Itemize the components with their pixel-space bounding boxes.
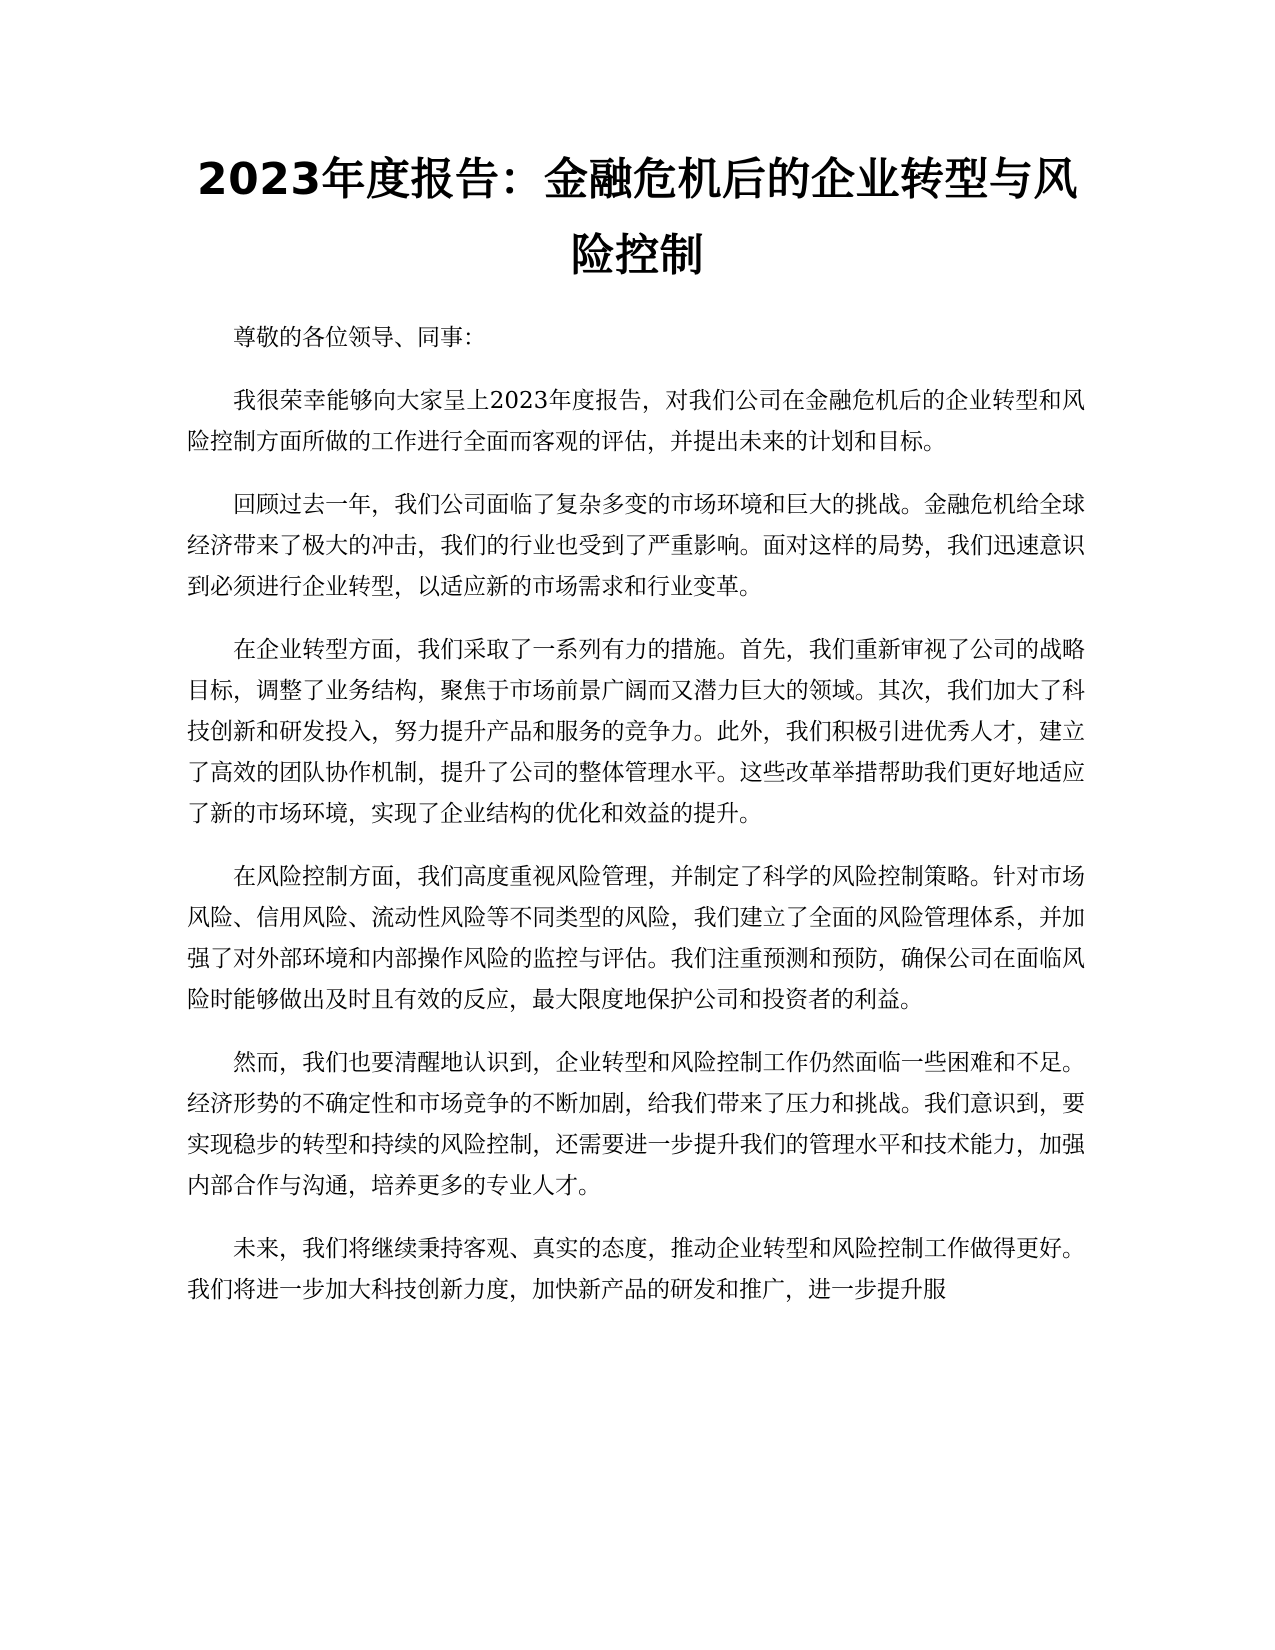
paragraph-risk-control: 在风险控制方面，我们高度重视风险管理，并制定了科学的风险控制策略。针对市场风险、信用风险、流动性风险等不同类型的风险，我们建立了全面的风险管理体系，并加强了对外部环境和内部操作风险的监控与评估。我们注重预测和预防，确保公司在面临风险时能够做出及时且有效的反应，最大限度地保护公司和投资者的利益。 — [187, 864, 1085, 1013]
paragraph-future: 未来，我们将继续秉持客观、真实的态度，推动企业转型和风险控制工作做得更好。我们将进一步加大科技创新力度，加快新产品的研发和推广，进一步提升服 — [187, 1236, 1085, 1303]
paragraph-review: 回顾过去一年，我们公司面临了复杂多变的市场环境和巨大的挑战。金融危机给全球经济带来了极大的冲击，我们的行业也受到了严重影响。面对这样的局势，我们迅速意识到必须进行企业转型，以适应新的市场需求和行业变革。 — [187, 492, 1085, 600]
document-body — [187, 318, 1085, 1333]
document-title: 2023年度报告：金融危机后的企业转型与风险控制 — [197, 154, 1078, 281]
paragraph-intro: 我很荣幸能够向大家呈上2023年度报告，对我们公司在金融危机后的企业转型和风险控制方面所做的工作进行全面而客观的评估，并提出未来的计划和目标。 — [187, 388, 1085, 455]
paragraph-transformation: 在企业转型方面，我们采取了一系列有力的措施。首先，我们重新审视了公司的战略目标，调整了业务结构，聚焦于市场前景广阔而又潜力巨大的领域。其次，我们加大了科技创新和研发投入，努力提升产品和服务的竞争力。此外，我们积极引进优秀人才，建立了高效的团队协作机制，提升了公司的整体管理水平。这些改革举措帮助我们更好地适应了新的市场环境，实现了企业结构的优化和效益的提升。 — [187, 637, 1085, 827]
paragraph-challenges: 然而，我们也要清醒地认识到，企业转型和风险控制工作仍然面临一些困难和不足。经济形势的不确定性和市场竞争的不断加剧，给我们带来了压力和挑战。我们意识到，要实现稳步的转型和持续的风险控制，还需要进一步提升我们的管理水平和技术能力，加强内部合作与沟通，培养更多的专业人才。 — [187, 1050, 1085, 1199]
salutation: 尊敬的各位领导、同事： — [233, 325, 486, 351]
